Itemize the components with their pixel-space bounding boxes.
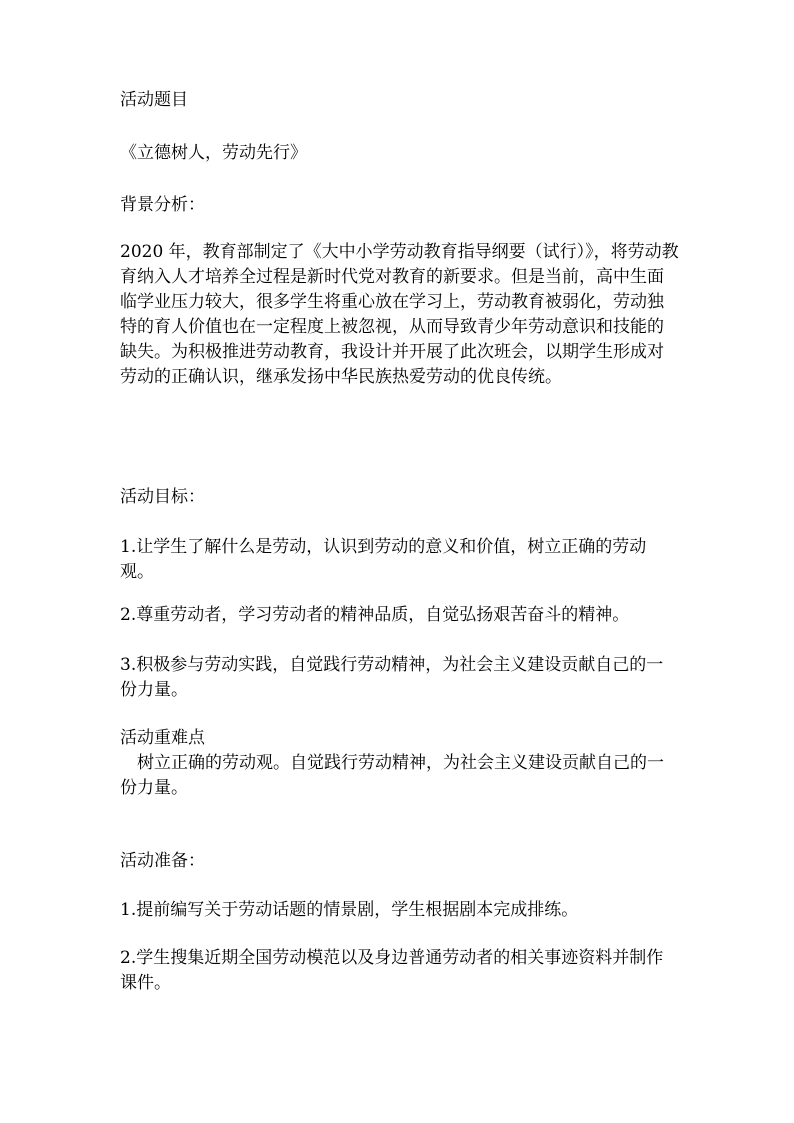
key-points-heading: 活动重难点: [120, 728, 205, 748]
goal-item-3: 3.积极参与劳动实践，自觉践行劳动精神，为社会主义建设贡献自己的一份力量。: [120, 655, 664, 700]
key-points-paragraph: 树立正确的劳动观。自觉践行劳动精神，为社会主义建设贡献自己的一份力量。: [120, 753, 664, 798]
background-paragraph: 2020 年，教育部制定了《大中小学劳动教育指导纲要（试行）》，将劳动教育纳入人才培养全过程是新时代党对教育的新要求。但是当前，高中生面临学业压力较大，很多学生将重心放在学习上，劳动教育被弱化，劳动独特的育人价值也在一定程度上被忽视，从而导致青少年劳动意识和技能的缺失。为积极推进劳动教育，我设计并开展了此次班会，以期学生形成对劳动的正确认识，继承发扬中华民族热爱劳动的优良传统。: [120, 242, 679, 387]
activity-title-heading: 活动题目: [120, 90, 188, 110]
preparation-item-2: 2.学生搜集近期全国劳动模范以及身边普通劳动者的相关事迹资料并制作课件。: [120, 948, 664, 993]
activity-title: 《立德树人，劳动先行》: [120, 143, 307, 163]
preparation-heading: 活动准备：: [120, 851, 205, 871]
preparation-item-1: 1.提前编写关于劳动话题的情景剧，学生根据剧本完成排练。: [120, 900, 579, 920]
background-heading: 背景分析：: [120, 195, 205, 215]
goals-heading: 活动目标：: [120, 487, 205, 507]
goal-item-1: 1.让学生了解什么是劳动，认识到劳动的意义和价值，树立正确的劳动观。: [120, 537, 647, 582]
goal-item-2: 2.尊重劳动者，学习劳动者的精神品质，自觉弘扬艰苦奋斗的精神。: [120, 605, 630, 625]
